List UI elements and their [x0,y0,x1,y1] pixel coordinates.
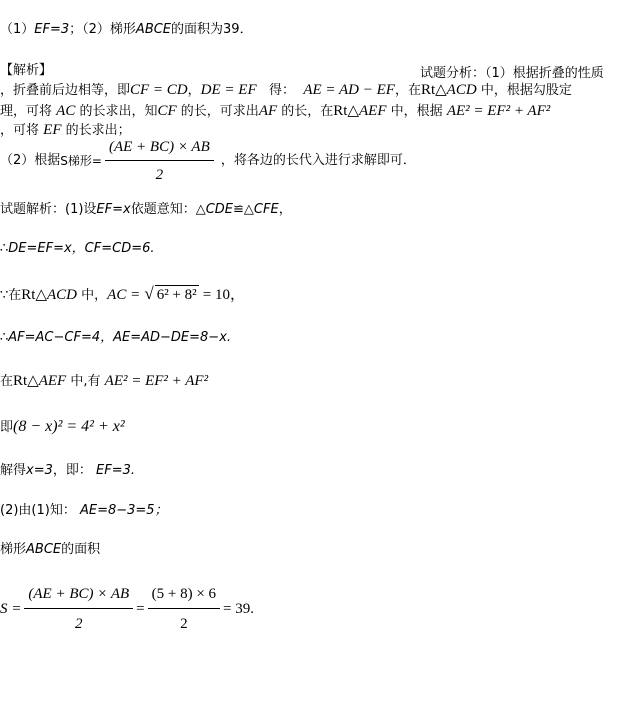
analysis-title: 【解析】 [0,63,53,78]
sqrt-radicand: 6² + 8² [156,287,197,303]
final-fraction-2: $\frac{(5 + 8) \times 6}{2}$ [148,582,220,636]
solution-line-5: 在Rt△AEF 中,有 AE² = EF² + AF² [0,373,209,389]
final-area-formula: S = $\frac{(AE + BC) \times AB}{2}$ = $\frac{(5 + 8) \times 6}{2}$ = 39. [0,582,254,636]
solution-line-9: 梯形ABCE的面积 [0,542,101,557]
solution-line-1: 试题解析：(1)设EF=x依题意知：△CDE≌△CFE， [0,202,292,217]
analysis-line-2: ，折叠前后边相等，即CF = CD，DE = EF 得： AE = AD − EF，在Rt△ACD 中，根据勾股定 [0,82,572,98]
solution-line-6: 即(8 − x)² = 4² + x² [0,418,125,435]
analysis-line-4: ，可将 EF 的长求出； [0,122,131,138]
answer-ef-value: EF=3 [34,22,70,37]
answer-area: 的面积为39． [171,22,253,37]
analysis-line-5: （2）根据S梯形= $\frac{(AE + BC) \times AB}{2}$ ，将各边的长代入进行求解即可． [0,136,416,186]
analysis-area-fraction: $\frac{(AE + BC) \times AB}{2}$ [105,136,214,186]
final-fraction-1: $\frac{(AE + BC) \times AB}{2}$ [24,582,133,636]
solution-line-3: ∵在Rt△ACD 中，AC = √ 6² + 8² = 10， [0,284,246,303]
solution-line-4: ∴AF=AC−CF=4，AE=AD−DE=8−x. [0,330,232,345]
solution-line-8: (2)由(1)知： AE=8−3=5； [0,503,168,518]
answer-separator: ；（2）梯形 [69,22,136,37]
solution-line-2: ∴DE=EF=x，CF=CD=6. [0,241,155,256]
analysis-intro: 试题分析：（1）根据折叠的性质 [420,66,604,81]
answer-trapezoid-name: ABCE [135,22,172,37]
answer-part1-prefix: （1） [0,22,35,37]
analysis-line-3: 理，可将 AC 的长求出，知CF 的长，可求出AF 的长，在Rt△AEF 中，根据 AE² = EF² + AF² [0,103,551,119]
solution-line-7: 解得x=3，即： EF=3. [0,463,136,478]
answer-line [0,21,253,39]
